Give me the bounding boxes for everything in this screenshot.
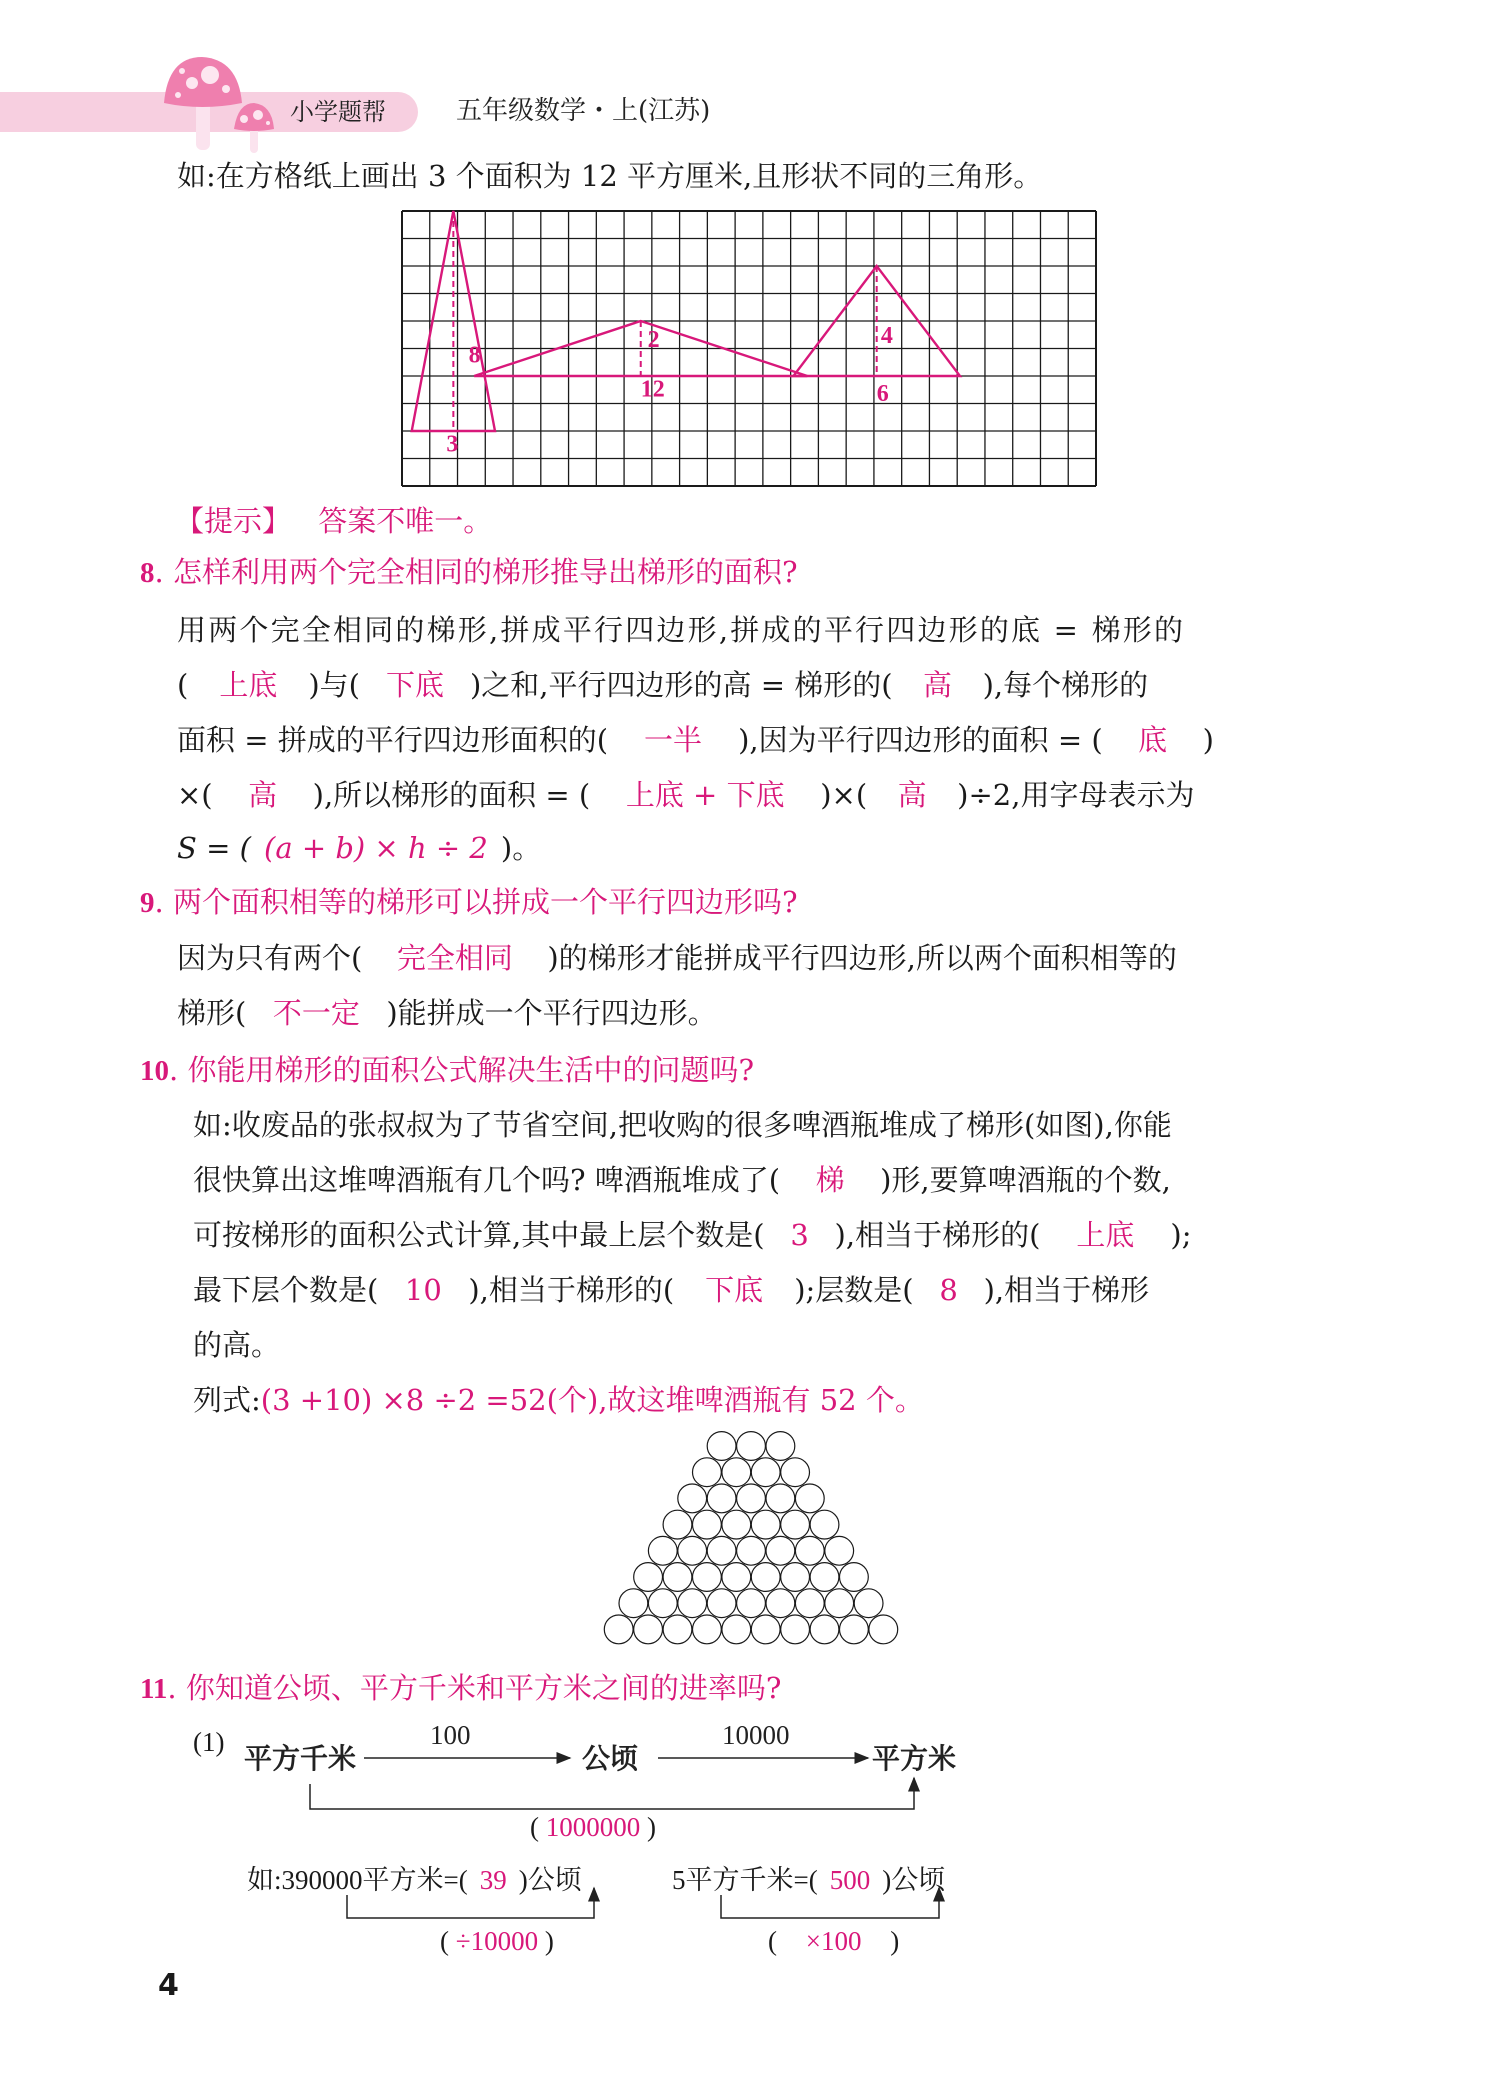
bottle [795, 1484, 824, 1513]
q11-question: 你知道公顷、平方千米和平方米之间的进率吗? [185, 1671, 782, 1705]
bottle [722, 1510, 751, 1539]
text: )÷2,用字母表示为 [957, 778, 1195, 812]
bottle [722, 1615, 751, 1644]
calc-label: 列式: [193, 1383, 261, 1417]
bottle [781, 1615, 810, 1644]
text: ),相当于梯形的( [834, 1218, 1041, 1252]
answer-blank: 1000000 [545, 1812, 641, 1842]
beer-bottle-pile-figure [596, 1430, 906, 1660]
text: 5平方千米=( [672, 1865, 818, 1895]
text: ( [768, 1926, 777, 1956]
q9-question: 两个面积相等的梯形可以拼成一个平行四边形吗? [172, 885, 798, 919]
calc-answer: (3 +10) ×8 ÷2 =52(个),故这堆啤酒瓶有 52 个。 [260, 1383, 924, 1417]
unit-m2: 平方米 [872, 1742, 957, 1775]
answer-blank: ×100 [805, 1926, 862, 1956]
q7-intro: 如:在方格纸上画出 3 个面积为 12 平方厘米,且形状不同的三角形。 [177, 159, 1043, 193]
bottle [619, 1589, 648, 1618]
bottle [678, 1589, 707, 1618]
q8-title: 8. 怎样利用两个完全相同的梯形推导出梯形的面积? [140, 555, 798, 589]
text: )公顷 [882, 1865, 946, 1895]
bottle [854, 1589, 883, 1618]
bottle [663, 1563, 692, 1592]
q9-line2 [177, 995, 717, 1031]
text: 如:390000平方米=( [247, 1865, 468, 1895]
answer-blank: 3 [790, 1218, 809, 1252]
text: S = ( [177, 831, 251, 865]
q10-line4 [193, 1272, 1149, 1308]
q7-hint [175, 503, 492, 539]
text: ( [530, 1812, 539, 1842]
text: )的梯形才能拼成平行四边形,所以两个面积相等的 [547, 941, 1177, 975]
bottle [678, 1484, 707, 1513]
answer-blank: 高 [248, 778, 278, 812]
unit-ha: 公顷 [582, 1742, 639, 1775]
answer-blank: 一半 [644, 723, 703, 757]
q10-title: 10. 你能用梯形的面积公式解决生活中的问题吗? [140, 1053, 754, 1087]
bottle [693, 1510, 722, 1539]
answer-blank: (a + b) × h ÷ 2 [264, 831, 488, 865]
bottle [751, 1563, 780, 1592]
bottle [648, 1589, 677, 1618]
answer-blank: 高 [897, 778, 927, 812]
q8-line4 [177, 777, 1194, 813]
q10-line5: 的高。 [193, 1328, 281, 1362]
answer-blank: 不一定 [272, 996, 360, 1030]
bottle [810, 1563, 839, 1592]
hint-text: 答案不唯一。 [318, 504, 493, 538]
q8-number: 8 [140, 557, 155, 589]
text: )。 [500, 831, 542, 865]
answer-blank: 上底 [219, 668, 278, 702]
text: 很快算出这堆啤酒瓶有几个吗? 啤酒瓶堆成了( [193, 1163, 781, 1197]
text: )形,要算啤酒瓶的个数, [880, 1163, 1171, 1197]
answer-blank: 底 [1138, 723, 1168, 757]
triangle-base-label: 12 [640, 376, 665, 403]
bottle [751, 1615, 780, 1644]
bottle [766, 1589, 795, 1618]
text: ( [177, 668, 189, 702]
bottle [693, 1563, 722, 1592]
bottle [737, 1536, 766, 1565]
bottle [737, 1432, 766, 1461]
answer-blank: 下底 [385, 668, 444, 702]
bottle [825, 1536, 854, 1565]
q9-line1 [177, 940, 1177, 976]
q8-line3 [177, 722, 1214, 758]
answer-blank: 高 [923, 668, 953, 702]
unit-km2: 平方千米 [244, 1742, 357, 1775]
text: ); [1170, 1218, 1192, 1252]
text: ),每个梯形的 [982, 668, 1149, 702]
bottle [707, 1589, 736, 1618]
text: 最下层个数是( [193, 1273, 379, 1307]
bottle [869, 1615, 898, 1644]
answer-blank: 8 [939, 1273, 958, 1307]
q8-question: 怎样利用两个完全相同的梯形推导出梯形的面积? [172, 555, 798, 589]
arrow-km2-m2 [310, 1778, 914, 1809]
text: )×( [820, 778, 868, 812]
q8-line1: 用两个完全相同的梯形,拼成平行四边形,拼成的平行四边形的底 = 梯形的 [177, 613, 1186, 647]
bottle [781, 1510, 810, 1539]
example-2 [672, 1858, 945, 1897]
text: ) [1202, 723, 1214, 757]
answer-blank: 上底 + 下底 [625, 778, 785, 812]
text: ),相当于梯形的( [468, 1273, 675, 1307]
text: );层数是( [794, 1273, 914, 1307]
bottle [707, 1536, 736, 1565]
text: ) [647, 1812, 656, 1842]
triangle-height-label: 8 [468, 342, 481, 369]
text: )能拼成一个平行四边形。 [386, 996, 717, 1030]
bottle [810, 1615, 839, 1644]
q11-part-label: (1) [193, 1727, 225, 1757]
header-book-title: 五年级数学・上(江苏) [456, 96, 711, 126]
bottle [751, 1458, 780, 1487]
q9-number: 9 [140, 887, 155, 919]
bottle [766, 1536, 795, 1565]
answer-blank: 梯 [815, 1163, 845, 1197]
text: )与( [308, 668, 360, 702]
bottle [678, 1536, 707, 1565]
bottle [840, 1615, 869, 1644]
text: 面积 = 拼成的平行四边形面积的( [177, 723, 609, 757]
q11-number: 11 [140, 1673, 168, 1705]
example-2-op [768, 1926, 899, 1957]
text: ) [890, 1926, 900, 1956]
bottle [825, 1589, 854, 1618]
bottle [634, 1615, 663, 1644]
bottle [810, 1510, 839, 1539]
rate-ha-m2: 10000 [722, 1720, 790, 1750]
text: )公顷 [518, 1865, 582, 1895]
bottle [795, 1536, 824, 1565]
bottle [663, 1510, 692, 1539]
q8-line2 [177, 667, 1148, 703]
answer-blank: 完全相同 [396, 941, 513, 975]
example-1-op [440, 1926, 554, 1957]
rate-km2-ha: 100 [430, 1720, 471, 1750]
text: ×( [177, 778, 213, 812]
bottle [766, 1432, 795, 1461]
page-number: 4 [158, 1968, 179, 2003]
q8-line5 [177, 830, 541, 866]
text: 因为只有两个( [177, 941, 363, 975]
text: 可按梯形的面积公式计算,其中最上层个数是( [193, 1218, 765, 1252]
answer-blank: 上底 [1076, 1218, 1135, 1252]
bottle [707, 1432, 736, 1461]
bottle [795, 1589, 824, 1618]
text: ),所以梯形的面积 = ( [312, 778, 591, 812]
q11-title: 11. 你知道公顷、平方千米和平方米之间的进率吗? [140, 1671, 782, 1705]
text: ) [544, 1926, 554, 1956]
bottle [737, 1589, 766, 1618]
q10-line1: 如:收废品的张叔叔为了节省空间,把收购的很多啤酒瓶堆成了梯形(如图),你能 [193, 1108, 1172, 1142]
triangle-height-label: 4 [880, 323, 893, 349]
text: )之和,平行四边形的高 = 梯形的( [469, 668, 893, 702]
q10-line2 [193, 1162, 1171, 1198]
q10-question: 你能用梯形的面积公式解决生活中的问题吗? [187, 1053, 754, 1087]
triangle-base-label: 3 [446, 431, 459, 458]
bottle [751, 1510, 780, 1539]
triangle-height-label: 2 [647, 327, 660, 354]
bottle [707, 1484, 736, 1513]
triangle-base-label: 6 [876, 380, 889, 407]
text: ),因为平行四边形的面积 = ( [738, 723, 1103, 757]
example-1 [247, 1858, 582, 1897]
bottle [781, 1458, 810, 1487]
bottle [693, 1615, 722, 1644]
bottle [737, 1484, 766, 1513]
bottle [648, 1536, 677, 1565]
q9-title: 9. 两个面积相等的梯形可以拼成一个平行四边形吗? [140, 885, 798, 919]
answer-blank: 10 [404, 1273, 442, 1307]
text: ( [440, 1926, 449, 1956]
bottle [604, 1615, 633, 1644]
answer-blank: 39 [479, 1865, 507, 1895]
bottle [781, 1563, 810, 1592]
q10-number: 10 [140, 1055, 169, 1087]
bottle [693, 1458, 722, 1487]
q10-calc [193, 1382, 924, 1418]
rate-km2-m2 [530, 1812, 656, 1843]
grid-paper-figure [398, 206, 1102, 491]
bottle [722, 1458, 751, 1487]
q10-line3 [193, 1217, 1192, 1253]
text: 梯形( [177, 996, 247, 1030]
bottle [663, 1615, 692, 1644]
header-brand: 小学题帮 [290, 98, 386, 126]
answer-blank: 500 [829, 1865, 871, 1895]
text: ),相当于梯形 [983, 1273, 1150, 1307]
hint-label: 【提示】 [175, 504, 292, 538]
bottle [840, 1563, 869, 1592]
bottle [634, 1563, 663, 1592]
answer-blank: ÷10000 [455, 1926, 539, 1956]
answer-blank: 下底 [705, 1273, 764, 1307]
bottle [722, 1563, 751, 1592]
bottle [766, 1484, 795, 1513]
